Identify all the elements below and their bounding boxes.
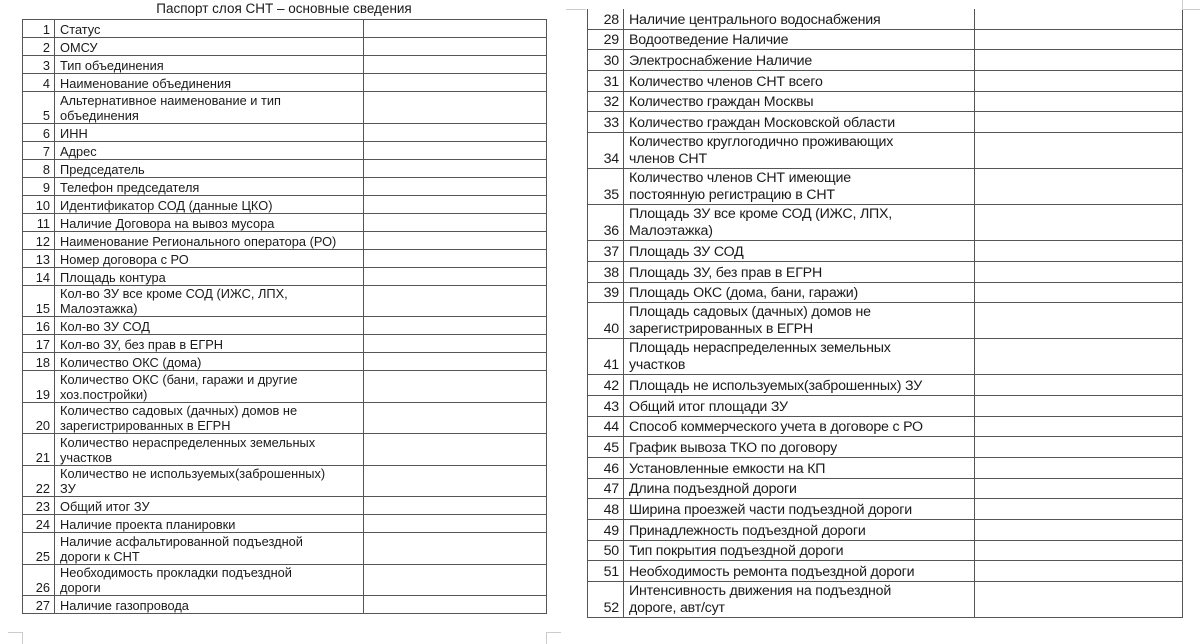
row-label: Общий итог площади ЗУ	[624, 395, 975, 416]
row-number: 47	[588, 478, 624, 499]
row-number: 23	[23, 497, 55, 515]
table-row	[588, 395, 1183, 416]
table-row	[23, 497, 547, 515]
row-label: Площадь ЗУ, без прав в ЕГРН	[624, 261, 975, 282]
row-number: 45	[588, 437, 624, 458]
row-number: 40	[588, 303, 624, 339]
row-label: Наличие центрального водоснабжения	[624, 9, 975, 29]
table-row	[23, 533, 547, 565]
row-label: Председатель	[55, 159, 364, 177]
table-row	[588, 241, 1183, 262]
row-number: 6	[23, 123, 55, 141]
table-row	[23, 285, 547, 317]
row-label: Принадлежность подъездной дороги	[624, 520, 975, 541]
row-label: Телефон председателя	[55, 177, 364, 195]
table-row	[23, 317, 547, 335]
row-number: 41	[588, 339, 624, 375]
passport-table-part-2	[587, 9, 1183, 618]
row-number: 30	[588, 50, 624, 71]
value-cell[interactable]	[364, 92, 547, 124]
value-cell[interactable]	[364, 402, 547, 434]
value-cell[interactable]	[975, 437, 1183, 458]
value-cell[interactable]	[975, 29, 1183, 50]
value-cell[interactable]	[975, 50, 1183, 71]
row-number: 49	[588, 520, 624, 541]
row-number: 24	[23, 515, 55, 533]
value-cell[interactable]	[364, 596, 547, 614]
page-edge-line	[1182, 0, 1200, 10]
page-corner-mark	[546, 632, 561, 644]
table-row	[588, 499, 1183, 520]
value-cell[interactable]	[975, 520, 1183, 541]
row-number: 50	[588, 540, 624, 561]
row-number: 31	[588, 71, 624, 92]
row-label: Общий итог ЗУ	[55, 497, 364, 515]
table-row	[588, 540, 1183, 561]
row-label: Количество граждан Московской области	[624, 112, 975, 133]
table-row	[23, 141, 547, 159]
row-number: 13	[23, 249, 55, 267]
row-label: Интенсивность движения на подъездной дороге, авт/сут	[624, 582, 975, 618]
document-title: Паспорт слоя СНТ – основные сведения	[156, 1, 412, 16]
row-number: 22	[23, 465, 55, 497]
table-row	[23, 56, 547, 74]
table-row	[23, 371, 547, 403]
value-cell[interactable]	[364, 213, 547, 231]
row-number: 42	[588, 375, 624, 396]
value-cell[interactable]	[975, 133, 1183, 169]
table-row	[23, 465, 547, 497]
value-cell[interactable]	[364, 515, 547, 533]
row-label: Площадь ОКС (дома, бани, гаражи)	[624, 282, 975, 303]
table-row	[23, 92, 547, 124]
table-row	[588, 205, 1183, 241]
row-number: 35	[588, 169, 624, 205]
row-label: Площадь не используемых(заброшенных) ЗУ	[624, 375, 975, 396]
row-label: Длина подъездной дороги	[624, 478, 975, 499]
value-cell[interactable]	[975, 241, 1183, 262]
row-label: Наличие асфальтированной подъездной дороги к СНТ	[55, 533, 364, 565]
row-label: Количество ОКС (бани, гаражи и другие хоз.постройки)	[55, 371, 364, 403]
value-cell[interactable]	[364, 564, 547, 596]
table-row	[588, 561, 1183, 582]
row-label: Установленные емкости на КП	[624, 457, 975, 478]
table-row	[23, 20, 547, 38]
row-label: Количество ОКС (дома)	[55, 353, 364, 371]
row-number: 7	[23, 141, 55, 159]
row-label: Номер договора с РО	[55, 249, 364, 267]
row-label: Идентификатор СОД (данные ЦКО)	[55, 195, 364, 213]
value-cell[interactable]	[364, 497, 547, 515]
row-label: Количество не используемых(заброшенных) ЗУ	[55, 465, 364, 497]
value-cell[interactable]	[975, 499, 1183, 520]
table-row	[588, 457, 1183, 478]
row-number: 27	[23, 596, 55, 614]
value-cell[interactable]	[364, 317, 547, 335]
row-number: 26	[23, 564, 55, 596]
row-label: Электроснабжение Наличие	[624, 50, 975, 71]
table-row	[23, 159, 547, 177]
row-label: График вывоза ТКО по договору	[624, 437, 975, 458]
table-row	[23, 195, 547, 213]
table-row	[23, 353, 547, 371]
row-number: 25	[23, 533, 55, 565]
row-number: 2	[23, 38, 55, 56]
table-row	[588, 437, 1183, 458]
row-number: 39	[588, 282, 624, 303]
table-row	[588, 520, 1183, 541]
row-label: Тип покрытия подъездной дороги	[624, 540, 975, 561]
value-cell[interactable]	[364, 267, 547, 285]
row-number: 4	[23, 74, 55, 92]
table-row	[588, 133, 1183, 169]
row-number: 21	[23, 434, 55, 466]
row-number: 9	[23, 177, 55, 195]
row-number: 20	[23, 402, 55, 434]
value-cell[interactable]	[364, 434, 547, 466]
table-row	[23, 177, 547, 195]
value-cell[interactable]	[364, 195, 547, 213]
value-cell[interactable]	[975, 457, 1183, 478]
table-row	[23, 596, 547, 614]
value-cell[interactable]	[364, 465, 547, 497]
value-cell[interactable]	[364, 74, 547, 92]
value-cell[interactable]	[364, 123, 547, 141]
row-label: Кол-во ЗУ СОД	[55, 317, 364, 335]
row-number: 14	[23, 267, 55, 285]
value-cell[interactable]	[975, 303, 1183, 339]
table-row	[588, 261, 1183, 282]
table-row	[588, 282, 1183, 303]
row-label: Адрес	[55, 141, 364, 159]
row-label: Способ коммерческого учета в договоре с РО	[624, 416, 975, 437]
row-number: 36	[588, 205, 624, 241]
row-label: ОМСУ	[55, 38, 364, 56]
value-cell[interactable]	[975, 282, 1183, 303]
value-cell[interactable]	[975, 91, 1183, 112]
row-label: Кол-во ЗУ все кроме СОД (ИЖС, ЛПХ, Малоэтажка)	[55, 285, 364, 317]
table-row	[588, 91, 1183, 112]
row-number: 19	[23, 371, 55, 403]
table-row	[588, 375, 1183, 396]
table-row	[588, 303, 1183, 339]
row-label: Наличие газопровода	[55, 596, 364, 614]
value-cell[interactable]	[975, 375, 1183, 396]
row-label: Количество граждан Москвы	[624, 91, 975, 112]
row-number: 46	[588, 457, 624, 478]
row-number: 18	[23, 353, 55, 371]
value-cell[interactable]	[975, 540, 1183, 561]
value-cell[interactable]	[364, 159, 547, 177]
value-cell[interactable]	[364, 335, 547, 353]
page-corner-mark	[8, 632, 23, 644]
row-label: Статус	[55, 20, 364, 38]
row-label: Количество нераспределенных земельных участков	[55, 434, 364, 466]
row-number: 12	[23, 231, 55, 249]
table-row	[588, 478, 1183, 499]
value-cell[interactable]	[364, 231, 547, 249]
row-label: Наименование Регионального оператора (РО)	[55, 231, 364, 249]
value-cell[interactable]	[364, 177, 547, 195]
table-row	[23, 564, 547, 596]
row-number: 16	[23, 317, 55, 335]
value-cell[interactable]	[364, 20, 547, 38]
table-row	[23, 402, 547, 434]
value-cell[interactable]	[364, 533, 547, 565]
value-cell[interactable]	[364, 38, 547, 56]
row-number: 10	[23, 195, 55, 213]
row-label: Количество садовых (дачных) домов не зарегистрированных в ЕГРН	[55, 402, 364, 434]
table-row	[588, 112, 1183, 133]
table-row	[23, 123, 547, 141]
row-label: Ширина проезжей части подъездной дороги	[624, 499, 975, 520]
row-number: 8	[23, 159, 55, 177]
row-label: Площадь контура	[55, 267, 364, 285]
row-number: 43	[588, 395, 624, 416]
row-number: 29	[588, 29, 624, 50]
row-number: 48	[588, 499, 624, 520]
row-number: 32	[588, 91, 624, 112]
value-cell[interactable]	[975, 478, 1183, 499]
row-label: Наименование объединения	[55, 74, 364, 92]
table-row	[588, 50, 1183, 71]
page-edge-line	[566, 9, 586, 10]
table-row	[588, 416, 1183, 437]
row-label: Кол-во ЗУ, без прав в ЕГРН	[55, 335, 364, 353]
table-row	[588, 582, 1183, 618]
row-label: Количество членов СНТ всего	[624, 71, 975, 92]
value-cell[interactable]	[364, 353, 547, 371]
value-cell[interactable]	[975, 339, 1183, 375]
table-row	[23, 335, 547, 353]
row-label: Площадь нераспределенных земельных участков	[624, 339, 975, 375]
value-cell[interactable]	[364, 56, 547, 74]
row-number: 38	[588, 261, 624, 282]
row-number: 44	[588, 416, 624, 437]
row-label: Наличие проекта планировки	[55, 515, 364, 533]
row-label: Площадь ЗУ СОД	[624, 241, 975, 262]
table-row	[588, 9, 1183, 29]
passport-table-part-1	[22, 19, 547, 614]
value-cell[interactable]	[975, 169, 1183, 205]
row-label: Наличие Договора на вывоз мусора	[55, 213, 364, 231]
row-number: 11	[23, 213, 55, 231]
value-cell[interactable]	[975, 71, 1183, 92]
value-cell[interactable]	[975, 112, 1183, 133]
row-label: Необходимость прокладки подъездной дороги	[55, 564, 364, 596]
value-cell[interactable]	[975, 582, 1183, 618]
row-label: Площадь ЗУ все кроме СОД (ИЖС, ЛПХ, Малоэтажка)	[624, 205, 975, 241]
value-cell[interactable]	[975, 261, 1183, 282]
table-row	[23, 249, 547, 267]
row-number: 52	[588, 582, 624, 618]
table-row	[588, 29, 1183, 50]
row-number: 34	[588, 133, 624, 169]
value-cell[interactable]	[364, 141, 547, 159]
row-number: 17	[23, 335, 55, 353]
table-row	[588, 339, 1183, 375]
table-row	[23, 515, 547, 533]
row-number: 33	[588, 112, 624, 133]
row-number: 37	[588, 241, 624, 262]
table-row	[23, 38, 547, 56]
value-cell[interactable]	[975, 561, 1183, 582]
table-row	[23, 74, 547, 92]
row-label: Водоотведение Наличие	[624, 29, 975, 50]
row-number: 28	[588, 9, 624, 29]
value-cell[interactable]	[975, 395, 1183, 416]
table-row	[23, 267, 547, 285]
row-label: Необходимость ремонта подъездной дороги	[624, 561, 975, 582]
table-row	[588, 71, 1183, 92]
row-label: Тип объединения	[55, 56, 364, 74]
row-label: Альтернативное наименование и тип объединения	[55, 92, 364, 124]
row-label: Количество круглогодично проживающих членов СНТ	[624, 133, 975, 169]
value-cell[interactable]	[364, 249, 547, 267]
row-number: 5	[23, 92, 55, 124]
row-label: Площадь садовых (дачных) домов не зарегистрированных в ЕГРН	[624, 303, 975, 339]
value-cell[interactable]	[975, 416, 1183, 437]
value-cell[interactable]	[975, 205, 1183, 241]
value-cell[interactable]	[975, 9, 1183, 29]
row-number: 3	[23, 56, 55, 74]
row-number: 1	[23, 20, 55, 38]
table-row	[23, 213, 547, 231]
value-cell[interactable]	[364, 371, 547, 403]
table-row	[23, 434, 547, 466]
row-number: 15	[23, 285, 55, 317]
row-label: ИНН	[55, 123, 364, 141]
row-number: 51	[588, 561, 624, 582]
table-row	[23, 231, 547, 249]
row-label: Количество членов СНТ имеющие постоянную регистрацию в СНТ	[624, 169, 975, 205]
value-cell[interactable]	[364, 285, 547, 317]
table-row	[588, 169, 1183, 205]
